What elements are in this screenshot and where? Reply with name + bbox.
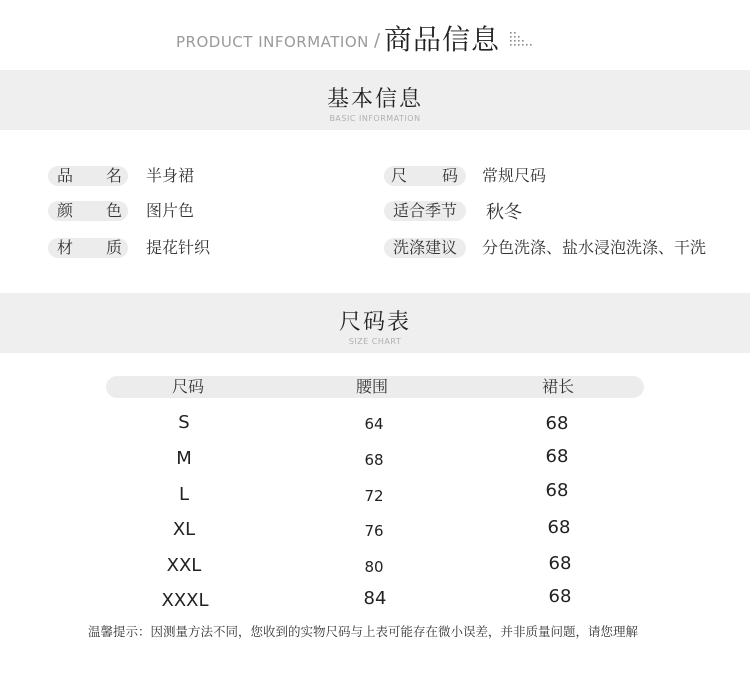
table-header-length: 裙长	[541, 377, 575, 396]
table-header-waist: 腰围	[355, 377, 389, 396]
dots-decoration-icon	[510, 30, 534, 46]
cell-length: 68	[548, 553, 572, 574]
basic-info-subtitle: BASIC INFORMATION	[329, 114, 421, 123]
size-chart-band	[0, 293, 750, 353]
info-value: 半身裙	[146, 166, 195, 185]
table-header-size: 尺码	[171, 377, 205, 396]
info-value: 常规尺码	[482, 166, 547, 185]
cell-length: 68	[545, 446, 569, 467]
cell-waist: 84	[363, 588, 387, 609]
cell-length: 68	[548, 586, 572, 607]
size-chart-subtitle: SIZE CHART	[348, 337, 402, 346]
header-separator: /	[374, 30, 381, 51]
info-label: 尺 码	[384, 166, 466, 186]
info-label: 适合季节	[384, 201, 466, 221]
page-header	[0, 0, 750, 66]
cell-waist: 68	[364, 451, 384, 469]
measurement-note: 温馨提示：因测量方法不同，您收到的实物尺码与上表可能存在微小误差，并非质量问题，请您理解	[88, 624, 639, 639]
cell-size: XXXL	[161, 590, 209, 611]
header-en-title: PRODUCT INFORMATION	[176, 33, 369, 51]
cell-waist: 76	[364, 522, 384, 540]
header-cn-title: 商品信息	[384, 23, 501, 56]
basic-info-band	[0, 70, 750, 130]
info-value: 秋冬	[486, 202, 522, 223]
info-label: 洗涤建议	[384, 238, 466, 258]
info-value: 分色洗涤、盐水浸泡洗涤、干洗	[482, 238, 707, 257]
cell-size: S	[178, 412, 190, 433]
cell-size: M	[176, 448, 192, 469]
info-label: 材 质	[48, 238, 128, 258]
size-chart-title: 尺码表	[338, 310, 411, 335]
size-table-header	[106, 376, 644, 398]
cell-waist: 64	[364, 415, 384, 433]
cell-length: 68	[545, 480, 569, 501]
cell-waist: 80	[364, 558, 384, 576]
cell-size: L	[178, 484, 190, 505]
cell-length: 68	[545, 413, 569, 434]
info-value: 图片色	[146, 201, 195, 220]
cell-waist: 72	[364, 487, 384, 505]
info-label: 品 名	[48, 166, 128, 186]
cell-length: 68	[547, 517, 571, 538]
info-label: 颜 色	[48, 201, 128, 221]
info-value: 提花针织	[146, 238, 211, 257]
cell-size: XL	[172, 519, 196, 540]
basic-info-title: 基本信息	[326, 87, 423, 112]
cell-size: XXL	[166, 555, 202, 576]
